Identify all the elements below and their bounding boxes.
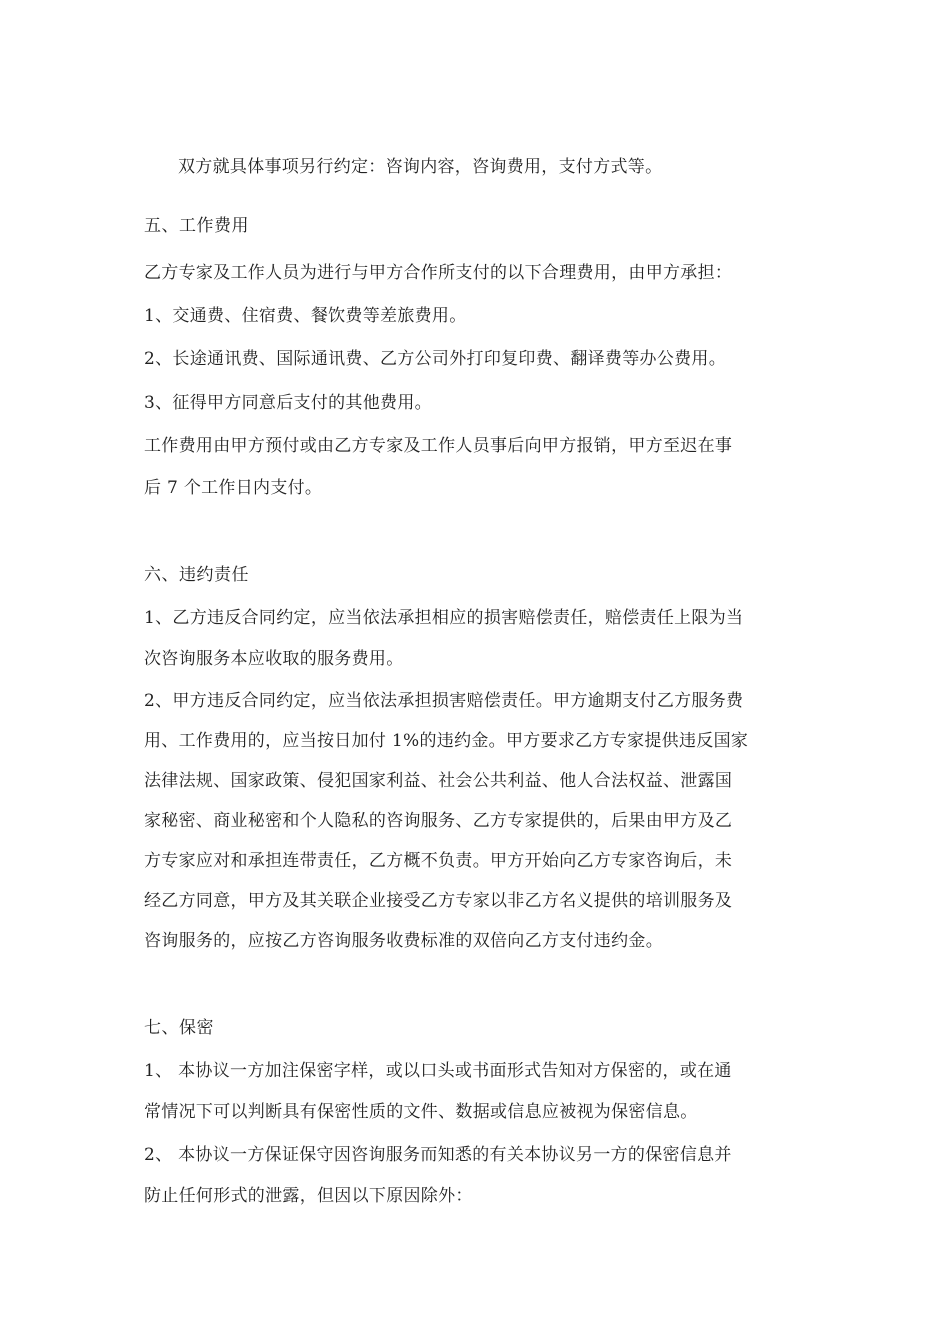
section-5-line-1: 乙方专家及工作人员为进行与甲方合作所支付的以下合理费用，由甲方承担： bbox=[144, 263, 733, 283]
section-6-line-1: 1、乙方违反合同约定，应当依法承担相应的损害赔偿责任，赔偿责任上限为当 bbox=[144, 608, 744, 628]
section-5-line-2: 1、交通费、住宿费、餐饮费等差旅费用。 bbox=[144, 306, 467, 326]
section-5-line-3: 2、长途通讯费、国际通讯费、乙方公司外打印复印费、翻译费等办公费用。 bbox=[144, 349, 727, 369]
section-5-line-5: 工作费用由甲方预付或由乙方专家及工作人员事后向甲方报销，甲方至迟在事 bbox=[144, 436, 733, 456]
section-6-line-2: 次咨询服务本应收取的服务费用。 bbox=[144, 649, 404, 669]
section-6-line-4: 用、工作费用的，应当按日加付 1%的违约金。甲方要求乙方专家提供违反国家 bbox=[144, 731, 749, 751]
section-7-title: 七、保密 bbox=[144, 1018, 214, 1038]
section-6-line-7: 方专家应对和承担连带责任，乙方概不负责。甲方开始向乙方专家咨询后，未 bbox=[144, 851, 733, 871]
section-5-line-6: 后 7 个工作日内支付。 bbox=[144, 478, 323, 498]
section-6-line-8: 经乙方同意，甲方及其关联企业接受乙方专家以非乙方名义提供的培训服务及 bbox=[144, 891, 733, 911]
section-7-line-2: 常情况下可以判断具有保密性质的文件、数据或信息应被视为保密信息。 bbox=[144, 1102, 698, 1122]
section-7-line-3: 2、 本协议一方保证保守因咨询服务而知悉的有关本协议另一方的保密信息并 bbox=[144, 1145, 732, 1165]
section-6-title: 六、违约责任 bbox=[144, 565, 249, 585]
section-6-line-6: 家秘密、商业秘密和个人隐私的咨询服务、乙方专家提供的，后果由甲方及乙 bbox=[144, 811, 733, 831]
section-6-line-5: 法律法规、国家政策、侵犯国家利益、社会公共利益、他人合法权益、泄露国 bbox=[144, 771, 733, 791]
section-7-line-4: 防止任何形式的泄露，但因以下原因除外： bbox=[144, 1186, 473, 1206]
section-6-line-3: 2、甲方违反合同约定，应当依法承担损害赔偿责任。甲方逾期支付乙方服务费 bbox=[144, 691, 744, 711]
intro-paragraph: 双方就具体事项另行约定：咨询内容，咨询费用，支付方式等。 bbox=[178, 157, 663, 177]
section-6-line-9: 咨询服务的，应按乙方咨询服务收费标准的双倍向乙方支付违约金。 bbox=[144, 931, 663, 951]
section-5-title: 五、工作费用 bbox=[144, 216, 249, 236]
section-5-line-4: 3、征得甲方同意后支付的其他费用。 bbox=[144, 393, 432, 413]
section-7-line-1: 1、 本协议一方加注保密字样，或以口头或书面形式告知对方保密的，或在通 bbox=[144, 1061, 732, 1081]
